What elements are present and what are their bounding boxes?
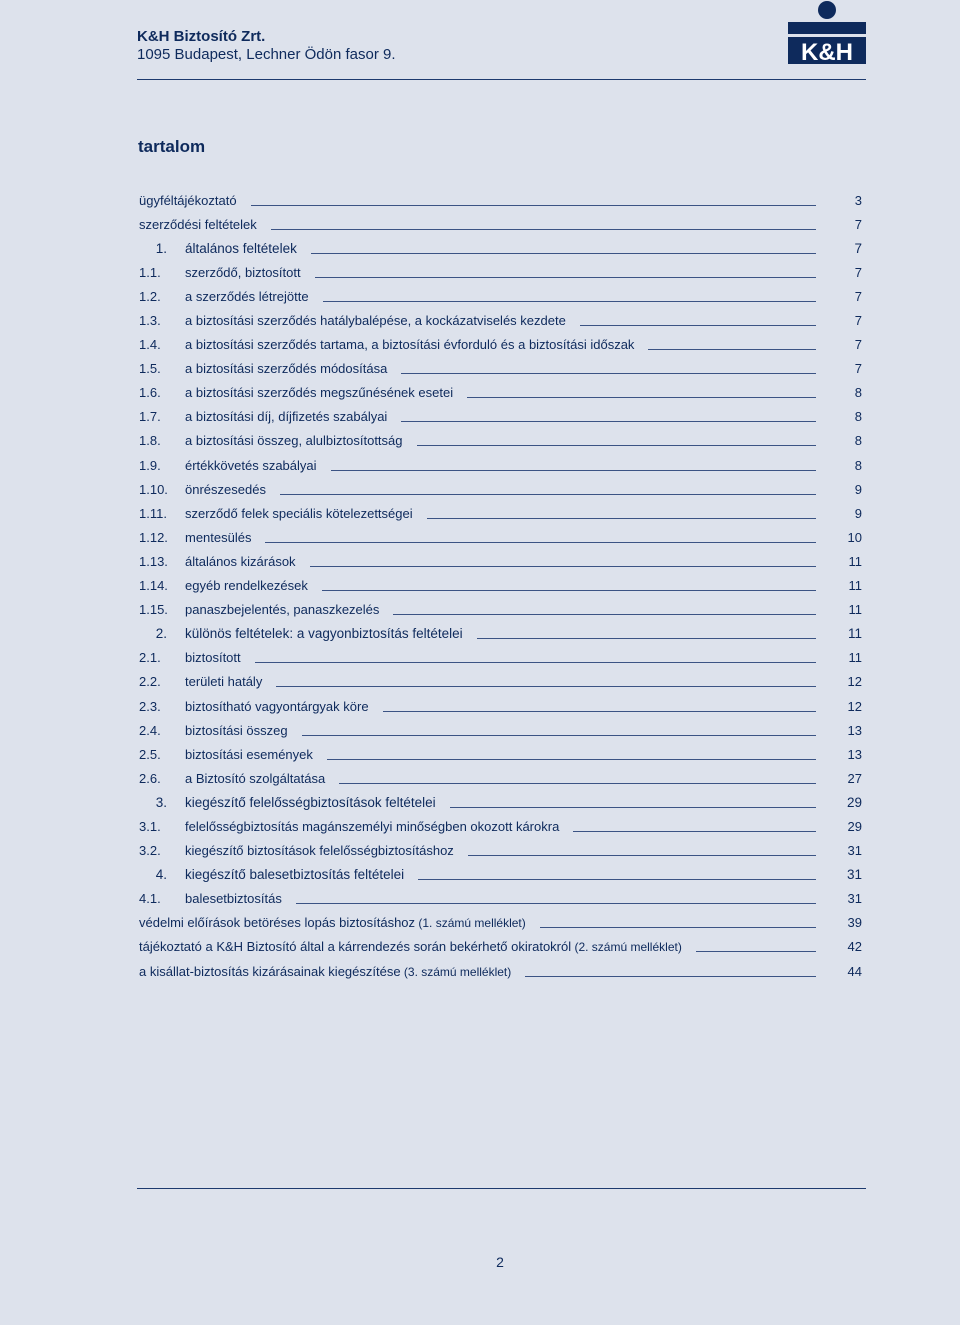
toc-leader-line <box>468 855 816 856</box>
toc-entry-label <box>185 650 241 665</box>
toc-entry-title: balesetbiztosítás <box>185 891 282 907</box>
toc-entry[interactable] <box>139 622 862 646</box>
toc-entry-title: kiegészítő biztosítások felelősségbiztosításhoz <box>185 843 454 859</box>
toc-leader-line <box>271 229 816 230</box>
toc-entry-label <box>185 723 288 738</box>
toc-entry[interactable] <box>139 429 862 453</box>
company-header <box>137 28 396 64</box>
toc-entry-label <box>185 867 404 882</box>
toc-entry-title: tájékoztató a K&H Biztosító által a kárrendezés során bekérhető okiratokról <box>139 939 572 955</box>
toc-entry-label <box>185 626 463 641</box>
toc-entry-page: 13 <box>847 722 862 738</box>
toc-entry-page: 29 <box>846 794 862 810</box>
toc-leader-line <box>323 301 816 302</box>
toc-entry-annex-note: (3. számú melléklet) <box>400 964 512 979</box>
toc-entry[interactable] <box>139 405 862 429</box>
toc-entry-number: 1.13. <box>139 553 168 569</box>
toc-entry-title: a szerződés létrejötte <box>185 288 309 304</box>
toc-entry-label <box>185 385 453 400</box>
toc-entry[interactable] <box>139 381 862 405</box>
toc-leader-line <box>573 831 816 832</box>
toc-entry-number: 1.8. <box>139 433 161 449</box>
toc-entry-title: felelősségbiztosítás magánszemélyi minőségben okozott károkra <box>185 818 560 834</box>
toc-entry[interactable] <box>139 453 862 477</box>
toc-leader-line <box>401 373 816 374</box>
logo-text: K&H <box>801 39 853 64</box>
toc-entry-title: egyéb rendelkezések <box>185 578 308 594</box>
toc-leader-line <box>648 349 816 350</box>
toc-entry-label <box>185 795 436 810</box>
page-number: 2 <box>496 1254 504 1270</box>
toc-entry-label <box>185 747 313 762</box>
company-name: K&H Biztosító Zrt. <box>137 28 266 45</box>
toc-entry[interactable] <box>139 357 862 381</box>
toc-entry-title: értékkövetés szabályai <box>185 457 317 473</box>
toc-entry-page: 27 <box>847 770 862 786</box>
toc-entry-number: 2.5. <box>139 746 161 762</box>
toc-entry[interactable] <box>139 742 862 766</box>
toc-entry-title: a biztosítási szerződés megszűnésének esetei <box>185 385 454 401</box>
toc-entry-page: 12 <box>847 698 862 714</box>
toc-leader-line <box>383 711 816 712</box>
toc-entry[interactable] <box>139 308 862 332</box>
toc-entry-page: 13 <box>847 746 862 762</box>
toc-entry-page: 7 <box>854 361 862 377</box>
toc-entry-title: a kisállat-biztosítás kizárásainak kiegészítése <box>139 963 401 979</box>
toc-entry-page: 31 <box>847 843 862 859</box>
toc-title: tartalom <box>138 137 206 156</box>
kh-logo <box>786 0 868 64</box>
toc-entry-label <box>139 939 682 954</box>
toc-entry-title: a biztosítási díj, díjfizetés szabályai <box>185 409 388 425</box>
toc-entry-number: 1.7. <box>139 409 161 425</box>
toc-leader-line <box>251 205 816 206</box>
toc-entry-label <box>139 193 237 208</box>
toc-entry-label <box>185 337 634 352</box>
toc-entry-label <box>185 699 369 714</box>
toc-entry-page: 7 <box>854 313 862 329</box>
toc-entry-number: 1.2. <box>139 288 161 304</box>
toc-entry-page: 39 <box>847 915 862 931</box>
toc-leader-line <box>311 253 816 254</box>
toc-entry-number: 1.4. <box>139 337 161 353</box>
toc-leader-line <box>401 421 816 422</box>
toc-entry-number: 2.1. <box>139 650 161 666</box>
toc-entry-page: 29 <box>847 818 862 834</box>
toc-leader-line <box>418 879 816 880</box>
toc-entry-label <box>185 602 379 617</box>
toc-entry-label <box>185 819 559 834</box>
toc-entry[interactable] <box>139 694 862 718</box>
toc-entry-number: 4.1. <box>139 891 161 907</box>
toc-entry-title: kiegészítő balesetbiztosítás feltételei <box>185 867 405 883</box>
toc-entry-number: 3. <box>155 794 167 810</box>
toc-entry[interactable] <box>139 260 862 284</box>
toc-entry-page: 8 <box>854 457 862 473</box>
toc-entry-label <box>185 674 262 689</box>
toc-entry-page: 7 <box>854 337 862 353</box>
toc-entry[interactable] <box>139 959 862 983</box>
toc-entry-title: biztosított <box>185 650 241 666</box>
toc-leader-line <box>280 494 816 495</box>
toc-leader-line <box>331 470 816 471</box>
toc-entry-title: általános feltételek <box>185 240 297 256</box>
toc-entry-label <box>185 433 403 448</box>
toc-entry-page: 10 <box>847 529 862 545</box>
toc-entry-label <box>139 964 511 979</box>
toc-leader-line <box>696 951 816 952</box>
toc-leader-line <box>525 976 816 977</box>
toc-entry-page: 11 <box>848 578 862 594</box>
toc-entry-label <box>185 771 325 786</box>
toc-entry-title: a biztosítási szerződés tartama, a biztosítási évforduló és a biztosítási időszak <box>185 337 635 353</box>
toc-entry-label <box>185 313 566 328</box>
toc-entry-number: 1.3. <box>139 313 161 329</box>
toc-entry-page: 42 <box>847 939 862 955</box>
toc-entry[interactable] <box>139 863 862 887</box>
toc-entry-number: 1.1. <box>139 264 161 280</box>
toc-entry-page: 7 <box>854 240 862 256</box>
toc-entry-label <box>185 361 387 376</box>
toc-entry-number: 1.12. <box>139 529 168 545</box>
toc-entry-page: 9 <box>854 481 862 497</box>
header-divider <box>137 79 866 80</box>
toc-entry[interactable] <box>139 598 862 622</box>
toc-entry-number: 1.9. <box>139 457 161 473</box>
toc-entry-label <box>185 458 317 473</box>
toc-entry-number: 1.6. <box>139 385 161 401</box>
toc-entry-page: 11 <box>848 650 862 666</box>
toc-leader-line <box>255 662 816 663</box>
toc-entry[interactable] <box>139 814 862 838</box>
toc-entry-label <box>185 843 454 858</box>
toc-entry-number: 1.14. <box>139 578 168 594</box>
toc-leader-line <box>467 397 816 398</box>
toc-entry-page: 7 <box>854 288 862 304</box>
toc-entry[interactable] <box>139 646 862 670</box>
toc-entry-title: a biztosítási szerződés módosítása <box>185 361 388 377</box>
toc-entry-page: 31 <box>846 867 862 883</box>
toc-entry-label <box>139 217 257 232</box>
toc-leader-line <box>296 903 816 904</box>
toc-entry-title: általános kizárások <box>185 553 296 569</box>
toc-leader-line <box>540 927 816 928</box>
toc-entry[interactable] <box>139 236 862 260</box>
toc-entry-page: 8 <box>854 433 862 449</box>
toc-entry-page: 3 <box>854 192 862 208</box>
toc-entry-annex-note: (2. számú melléklet) <box>571 940 682 955</box>
toc-leader-line <box>417 445 816 446</box>
toc-entry[interactable] <box>139 525 862 549</box>
toc-entry-number: 3.1. <box>139 818 161 834</box>
toc-entry-title: szerződési feltételek <box>139 216 257 232</box>
toc-entry-label <box>185 289 309 304</box>
toc-leader-line <box>302 735 816 736</box>
toc-entry-label <box>185 578 308 593</box>
toc-entry-title: biztosítási események <box>185 746 313 762</box>
toc-leader-line <box>450 807 816 808</box>
toc-entry[interactable] <box>139 549 862 573</box>
toc-entry-label <box>185 891 282 906</box>
toc-entry-page: 11 <box>848 553 862 569</box>
toc-entry-page: 11 <box>847 626 862 642</box>
toc-entry[interactable] <box>139 574 862 598</box>
toc-entry[interactable] <box>139 212 862 236</box>
toc-entry-title: a biztosítási szerződés hatálybalépése, a kockázatviselés kezdete <box>185 313 566 329</box>
toc-leader-line <box>393 614 816 615</box>
toc-entry-title: különös feltételek: a vagyonbiztosítás feltételei <box>185 626 463 642</box>
toc-entry[interactable] <box>139 766 862 790</box>
toc-leader-line <box>310 566 816 567</box>
toc-entry-label <box>185 409 387 424</box>
toc-entry[interactable] <box>139 839 862 863</box>
toc-leader-line <box>265 542 816 543</box>
toc-entry-number: 1.5. <box>139 361 161 377</box>
toc-entry-page: 7 <box>854 264 862 280</box>
toc-entry-title: biztosítási összeg <box>185 722 288 738</box>
toc-entry-page: 11 <box>848 602 862 618</box>
toc-leader-line <box>580 325 816 326</box>
toc-entry-title: a Biztosító szolgáltatása <box>185 770 326 786</box>
toc-entry-title: szerződő, biztosított <box>185 264 301 280</box>
toc-leader-line <box>339 783 816 784</box>
toc-entry-number: 4. <box>155 867 167 883</box>
toc-entry-title: szerződő felek speciális kötelezettségei <box>185 505 413 521</box>
toc-entry-title: mentesülés <box>185 529 252 545</box>
toc-entry[interactable] <box>139 188 862 212</box>
toc-entry-number: 1. <box>155 240 167 256</box>
toc-entry-title: ügyféltájékoztató <box>139 192 237 208</box>
toc-entry-label <box>185 482 266 497</box>
toc-entry-page: 7 <box>854 216 862 232</box>
toc-entry-label <box>185 265 301 280</box>
toc-entry[interactable] <box>139 501 862 525</box>
toc-entry-number: 2. <box>155 626 167 642</box>
toc-entry-title: területi hatály <box>185 674 263 690</box>
toc-entry-title: védelmi előírások betöréses lopás biztosításhoz <box>139 915 416 931</box>
toc-leader-line <box>327 759 816 760</box>
toc-entry-page: 31 <box>847 891 862 907</box>
toc-leader-line <box>427 518 816 519</box>
toc-entry-label <box>185 554 296 569</box>
toc-entry-page: 12 <box>847 674 862 690</box>
footer-divider <box>137 1188 866 1189</box>
toc-entry[interactable] <box>139 911 862 935</box>
toc-entry-number: 2.3. <box>139 698 161 714</box>
toc-entry[interactable] <box>139 284 862 308</box>
toc-leader-line <box>322 590 816 591</box>
toc-entry-label <box>185 241 297 256</box>
toc-entry[interactable] <box>139 333 862 357</box>
toc-entry-title: kiegészítő felelősségbiztosítások feltételei <box>185 794 436 810</box>
toc-entry-number: 1.10. <box>139 481 168 497</box>
toc-entry-label <box>139 915 526 930</box>
toc-entry-number: 2.6. <box>139 770 161 786</box>
company-address: 1095 Budapest, Lechner Ödön fasor 9. <box>137 46 396 63</box>
toc-entry-label <box>185 506 413 521</box>
toc-entry-title: panaszbejelentés, panaszkezelés <box>185 602 380 618</box>
toc-entry-page: 8 <box>854 409 862 425</box>
toc-entry[interactable] <box>139 790 862 814</box>
toc-entry-title: önrészesedés <box>185 481 266 497</box>
toc-entry-number: 1.15. <box>139 602 168 618</box>
toc-leader-line <box>276 686 816 687</box>
toc-leader-line <box>315 277 816 278</box>
toc-entry[interactable] <box>139 477 862 501</box>
toc-leader-line <box>477 638 816 639</box>
toc-entry-number: 2.2. <box>139 674 161 690</box>
toc-entry[interactable] <box>139 718 862 742</box>
toc-entry[interactable] <box>139 887 862 911</box>
toc-entry-page: 9 <box>854 505 862 521</box>
toc-entry-number: 3.2. <box>139 843 161 859</box>
toc-entry-label <box>185 530 251 545</box>
toc-entry-annex-note: (1. számú melléklet) <box>415 916 526 931</box>
toc-entry-number: 2.4. <box>139 722 161 738</box>
table-of-contents <box>139 188 862 983</box>
toc-entry-page: 44 <box>847 963 862 979</box>
toc-entry[interactable] <box>139 670 862 694</box>
toc-entry-number: 1.11. <box>139 505 167 521</box>
toc-entry[interactable] <box>139 935 862 959</box>
toc-entry-page: 8 <box>854 385 862 401</box>
toc-entry-title: biztosítható vagyontárgyak köre <box>185 698 369 714</box>
toc-entry-title: a biztosítási összeg, alulbiztosítottság <box>185 433 403 449</box>
